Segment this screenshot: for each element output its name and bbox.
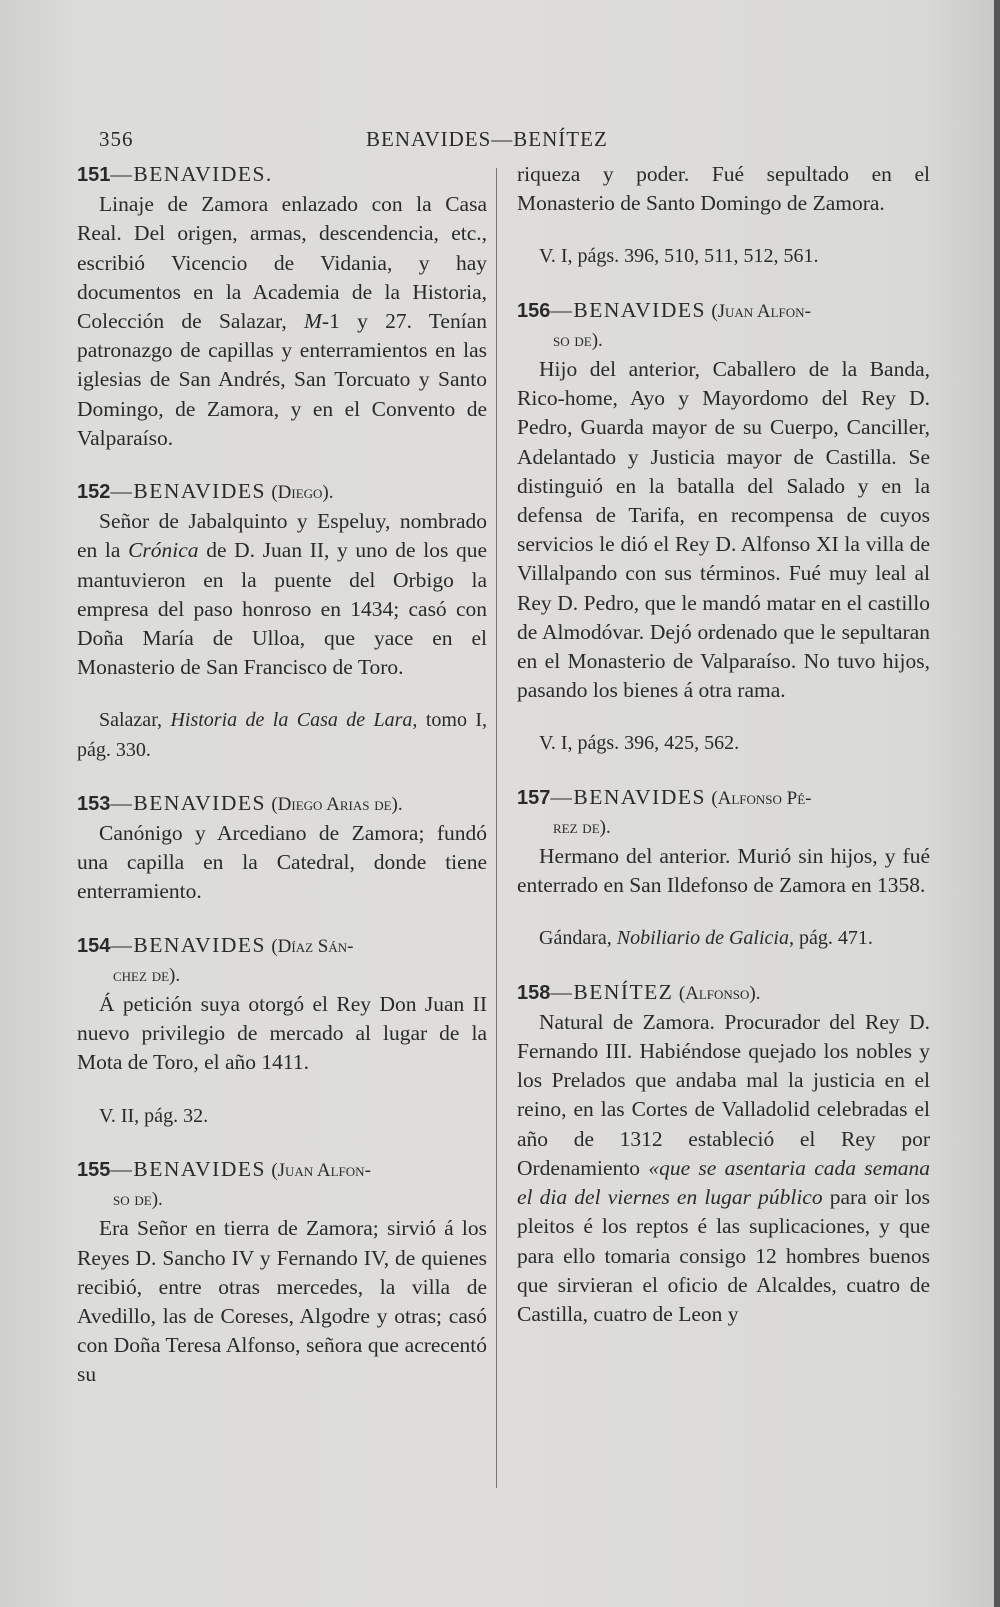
entry-number: 158	[517, 981, 551, 1004]
entry-text: Hermano del anterior. Murió sin hijos, y fué enterrado en San Ildefonso de Zamora en 1358.	[517, 844, 930, 898]
entry-number: 155	[77, 1158, 111, 1181]
entry-heading	[77, 477, 487, 507]
entry-heading	[517, 978, 930, 1008]
entry-158	[517, 978, 930, 1329]
entry-155	[77, 1155, 487, 1390]
entry-reference: V. I, págs. 396, 510, 511, 512, 561.	[539, 245, 819, 268]
entry-heading	[77, 160, 487, 190]
page-header	[0, 127, 1000, 157]
right-column	[517, 160, 930, 1353]
entry-reference: Gándara, Nobiliario de Galicia, pág. 471.	[539, 927, 873, 950]
entry-heading	[77, 1155, 487, 1185]
entry-text: Era Señor en tierra de Zamora; sirvió á los Reyes D. Sancho IV y Fernando IV, de quienes recibió, entre otras mercedes, la villa de Avedillo, las de Coreses, Algodre y otras; casó con Doña Teresa Alfonso, señora que acrecentó su	[77, 1216, 487, 1387]
column-divider	[496, 168, 497, 1488]
entry-153	[77, 789, 487, 907]
entry-157	[517, 783, 930, 954]
entry-number: 156	[517, 299, 551, 322]
entry-text: Señor de Jabalquinto y Espeluy, nombrado en la Crónica de D. Juan II, y uno de los que mantuvieron en la puente del Orbigo la empresa del paso honroso en 1434; casó con Doña María de Ulloa, que yace en el Monasterio de San Francisco de Toro.	[77, 509, 487, 680]
entry-heading	[77, 789, 487, 819]
entry-qualifier-continued: rez de).	[553, 816, 611, 838]
entry-name: —BENAVIDES	[550, 784, 706, 809]
entry-heading	[517, 296, 930, 326]
left-column	[77, 160, 487, 1414]
entry-qualifier-continued: so de).	[553, 329, 603, 351]
entry-qualifier: (Diego Arias de).	[271, 793, 403, 815]
entry-name: —BENAVIDES	[110, 1156, 266, 1181]
entry-name: —BENAVIDES	[550, 297, 706, 322]
entry-number: 157	[517, 786, 551, 809]
entry-text: Linaje de Zamora enlazado con la Casa Real. Del origen, armas, descendencia, etc., escribió Vicencio de Vidania, y hay documentos en la Academia de la Historia, Colección de Salazar, M-1 y 27. Tenían patronazgo de capillas y enterramientos en las iglesias de San Andrés, San Torcuato y Santo Domingo, de Zamora, y en el Convento de Valparaíso.	[77, 192, 487, 450]
entry-156	[517, 296, 930, 759]
entry-number: 154	[77, 934, 111, 957]
entry-number: 151	[77, 164, 111, 186]
entry-reference: V. II, pág. 32.	[99, 1104, 209, 1127]
entry-qualifier: (Alfonso Pé-	[711, 787, 812, 809]
entry-name: —BENAVIDES.	[110, 162, 273, 186]
entry-reference: V. I, págs. 396, 425, 562.	[539, 732, 740, 755]
entry-qualifier-continued: so de).	[113, 1189, 163, 1211]
entry-name: —BENAVIDES	[110, 479, 266, 504]
entry-qualifier: (Juan Alfon-	[271, 1159, 371, 1181]
entry-number: 153	[77, 792, 111, 815]
entry-qualifier: (Diego).	[271, 482, 334, 504]
entry-text: Natural de Zamora. Procurador del Rey D. Fernando III. Habiéndose quejado los nobles y los Prelados que andaba mal la justicia en el reino, en las Cortes de Valladolid celebradas el año de 1312 estableció el Rey por Ordenamiento «que se asentaria cada semana el dia del viernes en lugar público para oir los pleitos é los reptos é las suplicaciones, y que para ello tomaria consigo 12 hombres buenos que sirvieran el oficio de Alcaldes, cuatro de Castilla, cuatro de Leon y	[517, 1009, 930, 1326]
entry-155-continued	[517, 160, 930, 272]
entry-reference: Salazar, Historia de la Casa de Lara, tomo I, pág. 330.	[77, 709, 487, 761]
entry-qualifier: (Díaz Sán-	[271, 935, 354, 957]
entry-text: Á petición suya otorgó el Rey Don Juan II nuevo privilegio de mercado al lugar de la Mota de Toro, el año 1411.	[77, 992, 487, 1075]
entry-154	[77, 931, 487, 1131]
entry-name: —BENAVIDES	[110, 932, 266, 957]
entry-text: riqueza y poder. Fué sepultado en el Monasterio de Santo Domingo de Zamora.	[517, 162, 930, 216]
entry-number: 152	[77, 481, 111, 504]
entry-name: —BENAVIDES	[110, 790, 266, 815]
entry-qualifier: (Juan Alfon-	[711, 300, 811, 322]
entry-151	[77, 160, 487, 453]
page-edge-shadow	[994, 0, 1000, 1607]
entry-name: —BENÍTEZ	[550, 979, 674, 1004]
page-number: 356	[99, 127, 134, 151]
entry-text: Canónigo y Arcediano de Zamora; fundó una capilla en la Catedral, donde tiene enterramiento.	[77, 821, 487, 904]
entry-heading	[77, 931, 487, 961]
entry-heading	[517, 783, 930, 813]
entry-qualifier-continued: chez de).	[113, 964, 181, 986]
entry-text: Hijo del anterior, Caballero de la Banda, Rico-home, Ayo y Mayordomo del Rey D. Pedro, Guarda mayor de su Cuerpo, Canciller, Adelantado y Justicia mayor de Castilla. Se distinguió en la batalla del Salado y en la defensa de Tarifa, en recompensa de cuyos servicios le dió el Rey D. Alfonso XI la villa de Villalpando con sus términos. Fué muy leal al Rey D. Pedro, que le mandó matar en el castillo de Almodóvar. Dejó ordenado que le sepultaran en el Monasterio de Valparaíso. No tuvo hijos, pasando los bienes á otra rama.	[517, 357, 930, 703]
entry-qualifier: (Alfonso).	[678, 982, 761, 1004]
entry-152	[77, 477, 487, 765]
running-title: BENAVIDES—BENÍTEZ	[366, 127, 608, 151]
